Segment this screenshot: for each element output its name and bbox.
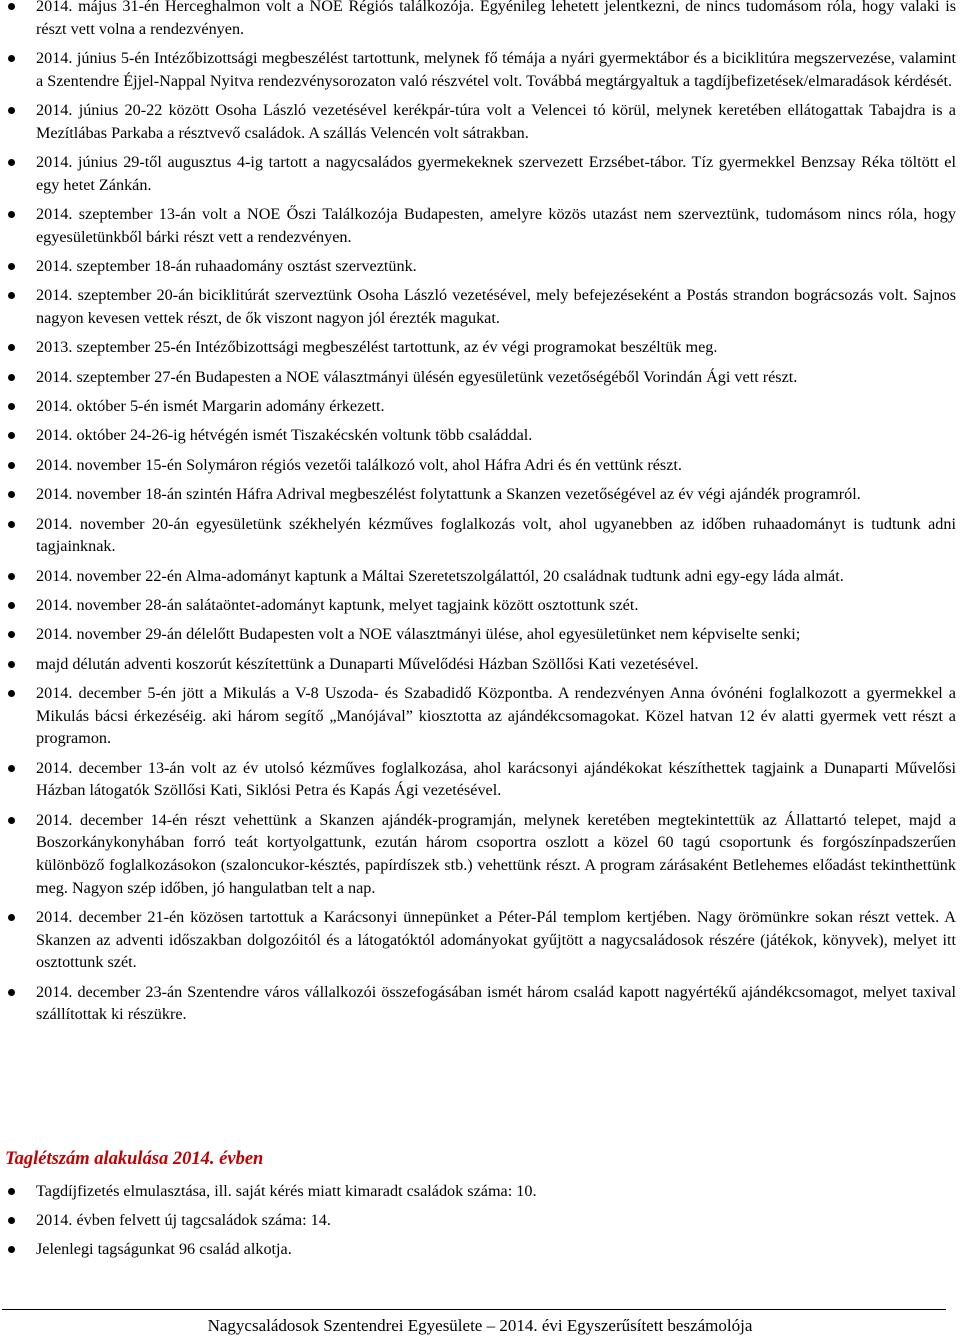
event-item: 2014. november 20-án egyesületünk székhelyén kézműves foglalkozás volt, ahol ugyanebben az időben ruhaadományt is tudtunk adni tagjainknak.: [0, 513, 958, 558]
event-item: 2014. június 5-én Intézőbizottsági megbeszélést tartottunk, melynek fő témája a nyári gyermektábor és a biciklitúra megszervezése, valamint a Szentendre Éjjel-Nappal Nyitva rendezvénysorozaton való részvétel volt. Továbbá megtárgyaltuk a tagdíjbefizetések/elmaradások kérdését.: [0, 47, 958, 92]
membership-item: Jelenlegi tagságunkat 96 család alkotja.: [0, 1238, 958, 1261]
event-item: 2014. november 15-én Solymáron régiós vezetői találkozó volt, ahol Háfra Adri és én vettünk részt.: [0, 454, 958, 477]
event-item: 2014. május 31-én Herceghalmon volt a NOE Régiós találkozója. Egyénileg lehetett jelentkezni, de nincs tudomásom róla, hogy valaki is részt vett volna a rendezvényen.: [0, 0, 958, 40]
event-item: 2014. november 22-én Alma-adományt kaptunk a Máltai Szeretetszolgálattól, 20 családnak tudtunk adni egy-egy láda almát.: [0, 565, 958, 588]
event-item: 2014. november 28-án salátaöntet-adományt kaptunk, melyet tagjaink között osztottunk szét.: [0, 594, 958, 617]
membership-item: Tagdíjfizetés elmulasztása, ill. saját kérés miatt kimaradt családok száma: 10.: [0, 1180, 958, 1203]
membership-section-title: Taglétszám alakulása 2014. évben: [5, 1149, 264, 1169]
event-item: majd délután adventi koszorút készítettünk a Dunaparti Művelődési Házban Szöllősi Kati vezetésével.: [0, 653, 958, 676]
event-item: 2014. szeptember 18-án ruhaadomány osztást szerveztünk.: [0, 255, 958, 278]
event-item: 2014. november 29-án délelőtt Budapesten volt a NOE választmányi ülése, ahol egyesületünket nem képviselte senki;: [0, 623, 958, 646]
event-item: 2014. december 5-én jött a Mikulás a V-8 Uszoda- és Szabadidő Központba. A rendezvényen Anna óvónéni foglalkozott a gyermekkel a Mikulás bácsi érkezéséig. aki három segítő „Manójával” kiosztotta az ajándékcsomagokat. Közel hatvan 12 év alatti gyermek vett részt a programon.: [0, 682, 958, 750]
membership-item: 2014. évben felvett új tagcsaládok száma: 14.: [0, 1209, 958, 1232]
event-item: 2014. június 20-22 között Osoha László vezetésével kerékpár-túra volt a Velencei tó körül, melynek keretében ellátogattak Tabajdra is a Mezítlábas Parkaba a résztvevő családok. A szállás Velencén volt sátrakban.: [0, 99, 958, 144]
event-item: 2014. december 14-én részt vehettünk a Skanzen ajándék-programján, melynek keretében megtekintettük az Állattartó telepet, majd a Boszorkánykonyhában forró teát kortyolgattunk, ezután három csoportra oszlott a közel 60 tagú csoportunk és forgószínpadszerűen különböző foglalkozásokon (szaloncukor-késztés, papírdíszek stb.) vehettünk részt. A program zárásaként Betlehemes előadást tekinthettünk meg. Nagyon szép időben, jó hangulatban telt a nap.: [0, 809, 958, 899]
event-item: 2013. szeptember 25-én Intézőbizottsági megbeszélést tartottunk, az év végi programokat beszéltük meg.: [0, 336, 958, 359]
event-item: 2014. december 21-én közösen tartottuk a Karácsonyi ünnepünket a Péter-Pál templom kertjében. Nagy örömünkre sokan részt vettek. A Skanzen az adventi időszakban dolgozóitól és a látogatóktól adományokat gyűjtött a nagycsaládosok részére (játékok, könyvek), melyet itt osztottunk szét.: [0, 906, 958, 974]
event-item: 2014. november 18-án szintén Háfra Adrival megbeszélést folytattunk a Skanzen vezetőségével az év végi ajándék programról.: [0, 483, 958, 506]
page-footer: Nagycsaládosok Szentendrei Egyesülete – 2014. évi Egyszerűsített beszámolója: [207, 1316, 753, 1335]
event-item: 2014. szeptember 27-én Budapesten a NOE választmányi ülésén egyesületünk vezetőségéből Vorindán Ági vett részt.: [0, 366, 958, 389]
footer-divider: [2, 1309, 946, 1310]
event-item: 2014. október 24-26-ig hétvégén ismét Tiszakécskén voltunk több családdal.: [0, 424, 958, 447]
membership-list: [0, 1180, 958, 1267]
event-item: 2014. október 5-én ismét Margarin adomány érkezett.: [0, 395, 958, 418]
event-item: 2014. június 29-től augusztus 4-ig tartott a nagycsaládos gyermekeknek szervezett Erzsébet-tábor. Tíz gyermekkel Benzsay Réka töltött el egy hetet Zánkán.: [0, 151, 958, 196]
event-item: 2014. szeptember 20-án biciklitúrát szerveztünk Osoha László vezetésével, mely befejezéseként a Postás strandon bográcsozás volt. Sajnos nagyon kevesen vettek részt, de ők viszont nagyon jól érezték magukat.: [0, 284, 958, 329]
event-item: 2014. december 23-án Szentendre város vállalkozói összefogásában ismét három család kapott nagyértékű ajándékcsomagot, melyet taxival szállítottak ki részükre.: [0, 981, 958, 1026]
event-item: 2014. december 13-án volt az év utolsó kézműves foglalkozása, ahol karácsonyi ajándékokat készíthettek tagjaink a Dunaparti Művelősi Házban látogatók Szöllősi Kati, Siklósi Petra és Kapás Ági vezetésével.: [0, 757, 958, 802]
event-item: 2014. szeptember 13-án volt a NOE Őszi Találkozója Budapesten, amelyre közös utazást nem szerveztünk, tudomásom nincs róla, hogy egyesületünkből bárki részt vett a rendezvényen.: [0, 203, 958, 248]
